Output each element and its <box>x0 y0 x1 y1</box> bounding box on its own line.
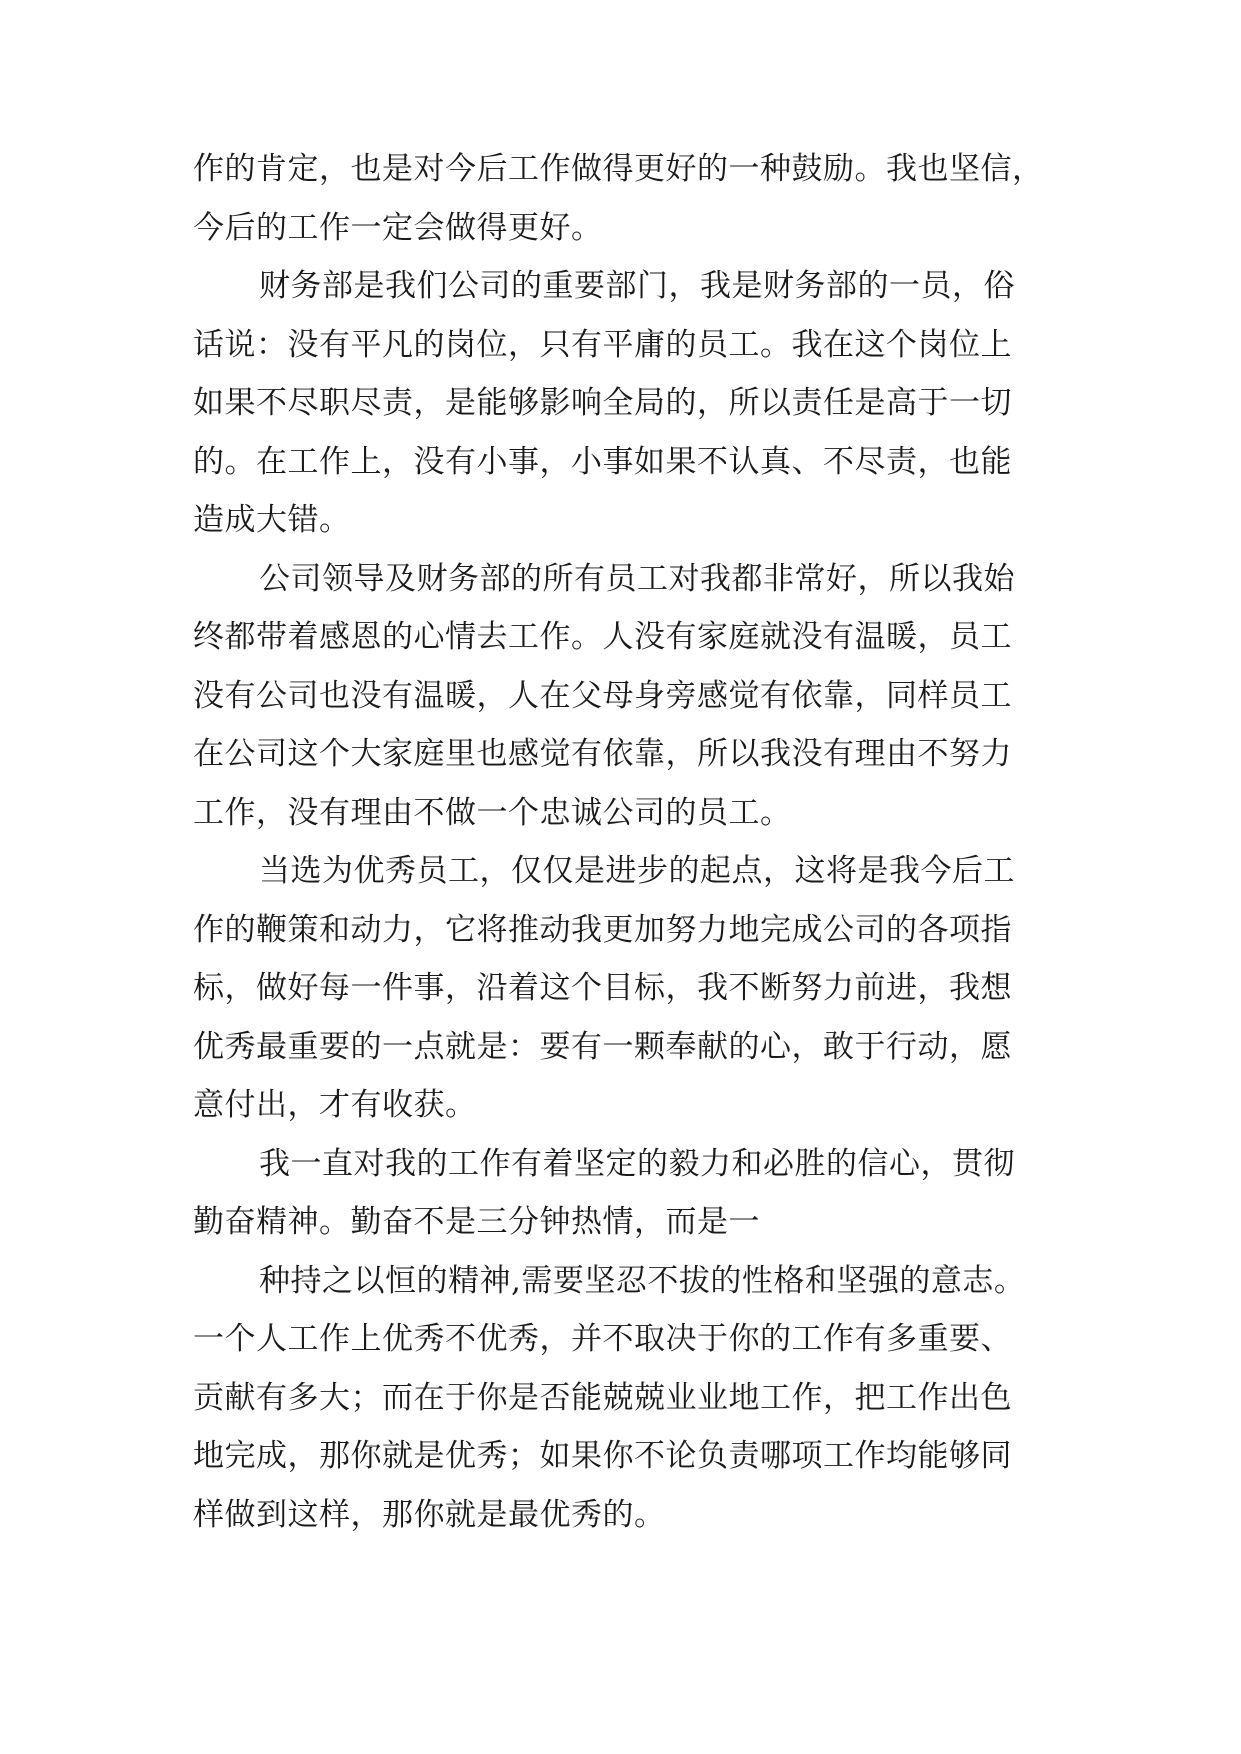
text-line: 标，做好每一件事，沿着这个目标，我不断努力前进，我想 <box>193 970 1012 1006</box>
text-line: 今后的工作一定会做得更好。 <box>193 209 603 246</box>
paragraph-2 <box>193 257 1073 550</box>
text-line: 如果不尽职尽责，是能够影响全局的，所以责任是高于一切 <box>193 385 1012 421</box>
document-page <box>193 140 1073 1544</box>
paragraph-3 <box>193 550 1073 843</box>
text-line: 贡献有多大；而在于你是否能兢兢业业地工作，把工作出色 <box>193 1379 1012 1416</box>
text-line: 公司领导及财务部的所有员工对我都非常好，所以我始 <box>259 560 1015 597</box>
text-line: 优秀最重要的一点就是：要有一颗奉献的心，敢于行动，愿 <box>193 1028 1012 1065</box>
text-line: 意付出，才有收获。 <box>193 1087 477 1123</box>
text-line: 没有公司也没有温暖，人在父母身旁感觉有依靠，同样员工 <box>193 677 1012 714</box>
text-line: 财务部是我们公司的重要部门，我是财务部的一员，俗 <box>259 268 1015 304</box>
text-line: 终都带着感恩的心情去工作。人没有家庭就没有温暖，员工 <box>193 619 1012 655</box>
text-line: 地完成，那你就是优秀；如果你不论负责哪项工作均能够同 <box>193 1438 1012 1474</box>
text-line: 一个人工作上优秀不优秀，并不取决于你的工作有多重要、 <box>193 1321 1012 1357</box>
paragraph-1 <box>193 140 1073 257</box>
text-line: 我一直对我的工作有着坚定的毅力和必胜的信心，贯彻 <box>259 1145 1015 1182</box>
paragraph-4 <box>193 842 1073 1135</box>
text-line: 当选为优秀员工，仅仅是进步的起点，这将是我今后工 <box>259 853 1015 889</box>
text-line: 作的鞭策和动力，它将推动我更加努力地完成公司的各项指 <box>193 911 1012 948</box>
text-line: 话说：没有平凡的岗位，只有平庸的员工。我在这个岗位上 <box>193 326 1012 363</box>
paragraph-6 <box>193 1252 1073 1545</box>
text-line: 作的肯定，也是对今后工作做得更好的一种鼓励。我也坚信， <box>193 151 1044 187</box>
text-line: 样做到这样，那你就是最优秀的。 <box>193 1496 666 1533</box>
text-line: 造成大错。 <box>193 502 351 538</box>
text-line: 在公司这个大家庭里也感觉有依靠，所以我没有理由不努力 <box>193 736 1012 772</box>
paragraph-5 <box>193 1135 1073 1252</box>
text-line: 的。在工作上，没有小事，小事如果不认真、不尽责，也能 <box>193 443 1012 480</box>
text-line: 种持之以恒的精神,需要坚忍不拔的性格和坚强的意志。 <box>259 1262 1026 1299</box>
text-line: 工作，没有理由不做一个忠诚公司的员工。 <box>193 794 792 831</box>
text-line: 勤奋精神。勤奋不是三分钟热情，而是一 <box>193 1204 760 1240</box>
